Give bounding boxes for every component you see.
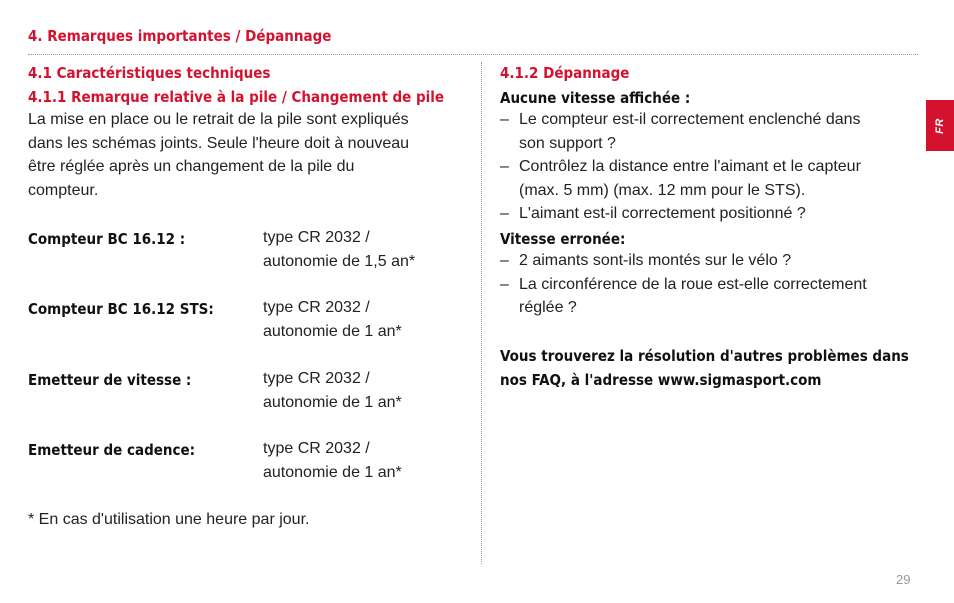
faq-line: Vous trouverez la résolution d'autres problèmes dans: [500, 347, 909, 365]
spec-value: [263, 226, 415, 273]
dash-bullet: –: [500, 252, 509, 269]
paragraph-line: compteur.: [28, 181, 99, 199]
spec-label: Compteur BC 16.12 :: [28, 230, 186, 248]
list-item-line: (max. 5 mm) (max. 12 mm pour le STS).: [519, 181, 806, 199]
dash-bullet: –: [500, 205, 509, 222]
section-title: 4. Remarques importantes / Dépannage: [28, 27, 332, 45]
paragraph-line: La mise en place ou le retrait de la pile sont expliqués: [28, 111, 409, 128]
list-item-line: La circonférence de la roue est-elle correctement: [519, 275, 867, 293]
list-item: [500, 155, 910, 202]
spec-autonomy: autonomie de 1 an*: [263, 463, 402, 481]
spec-type: type CR 2032 /: [263, 299, 370, 316]
page-number: 29: [896, 572, 911, 587]
heading-technical-specs: 4.1 Caractéristiques techniques: [28, 64, 271, 82]
spec-value: [263, 437, 402, 484]
problem-no-speed: Aucune vitesse affichée :: [500, 89, 691, 107]
header-divider: [28, 54, 918, 55]
dash-bullet: –: [500, 275, 509, 293]
paragraph-line: dans les schémas joints. Seule l'heure doit à nouveau: [28, 134, 410, 152]
list-item-line: réglée ?: [519, 299, 577, 316]
list-item-line: L'aimant est-il correctement positionné ?: [519, 205, 806, 222]
wrong-speed-checklist: [500, 249, 910, 320]
faq-line: nos FAQ, à l'adresse www.sigmasport.com: [500, 371, 822, 389]
list-item: [500, 108, 910, 155]
language-tab: [926, 100, 954, 151]
spec-label: Emetteur de vitesse :: [28, 371, 192, 389]
spec-autonomy: autonomie de 1 an*: [263, 322, 402, 340]
list-item-line: son support ?: [519, 134, 616, 152]
spec-autonomy: autonomie de 1 an*: [263, 393, 402, 411]
list-item-line: 2 aimants sont-ils montés sur le vélo ?: [519, 252, 792, 269]
problem-wrong-speed: Vitesse erronée:: [500, 230, 626, 248]
battery-paragraph: [28, 108, 409, 202]
dash-bullet: –: [500, 158, 509, 175]
heading-battery-note: 4.1.1 Remarque relative à la pile / Changement de pile: [28, 88, 445, 106]
language-tab-label: FR: [933, 117, 946, 134]
footnote: * En cas d'utilisation une heure par jour.: [28, 511, 310, 528]
spec-autonomy: autonomie de 1,5 an*: [263, 252, 416, 270]
list-item-line: Le compteur est-il correctement enclenché dans: [519, 111, 861, 128]
list-item: [500, 273, 910, 320]
spec-label: Emetteur de cadence:: [28, 441, 196, 459]
no-speed-checklist: [500, 108, 910, 226]
spec-value: [263, 367, 402, 414]
spec-type: type CR 2032 /: [263, 229, 370, 246]
list-item: [500, 202, 910, 226]
spec-label: Compteur BC 16.12 STS:: [28, 300, 214, 318]
paragraph-line: être réglée après un changement de la pile du: [28, 158, 355, 175]
list-item-line: Contrôlez la distance entre l'aimant et le capteur: [519, 158, 861, 175]
spec-type: type CR 2032 /: [263, 440, 370, 457]
dash-bullet: –: [500, 111, 509, 128]
spec-type: type CR 2032 /: [263, 370, 370, 387]
heading-troubleshooting: 4.1.2 Dépannage: [500, 64, 630, 82]
spec-value: [263, 296, 402, 343]
faq-note: [500, 344, 909, 392]
column-divider: [481, 62, 482, 564]
list-item: [500, 249, 910, 273]
